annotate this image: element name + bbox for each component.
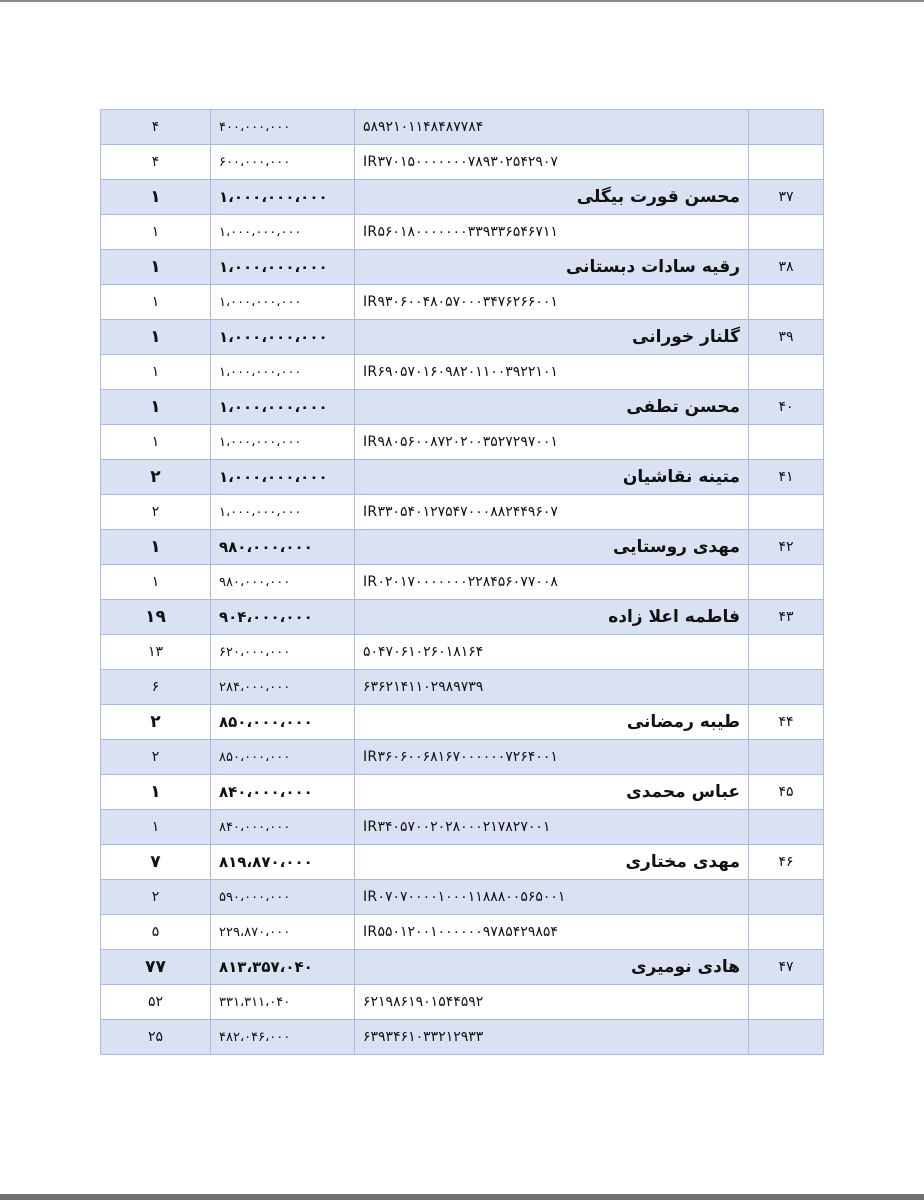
row-number-cell: [749, 110, 824, 145]
account-row: [101, 740, 824, 775]
account-number-cell: ۵۸۹۲۱۰۱۱۴۸۴۸۷۷۸۴: [355, 110, 749, 145]
row-number-cell: [749, 145, 824, 180]
account-row: [101, 915, 824, 950]
row-number-cell: [749, 740, 824, 775]
count-cell: ۷: [101, 845, 211, 880]
person-row: [101, 950, 824, 985]
account-number-cell: IR۳۶۰۶۰۰۶۸۱۶۷۰۰۰۰۰۰۷۲۶۴۰۰۱: [355, 740, 749, 775]
amount-cell: ۱،۰۰۰،۰۰۰،۰۰۰: [211, 180, 355, 215]
amount-cell: ۹۸۰،۰۰۰،۰۰۰: [211, 530, 355, 565]
account-number-cell: IR۵۵۰۱۲۰۰۱۰۰۰۰۰۰۹۷۸۵۴۲۹۸۵۴: [355, 915, 749, 950]
row-number-cell: ۴۶: [749, 845, 824, 880]
amount-cell: ۲۸۴،۰۰۰،۰۰۰: [211, 670, 355, 705]
row-number-cell: ۴۳: [749, 600, 824, 635]
amount-cell: ۵۹۰،۰۰۰،۰۰۰: [211, 880, 355, 915]
count-cell: ۴: [101, 110, 211, 145]
person-row: [101, 390, 824, 425]
count-cell: ۲: [101, 740, 211, 775]
person-row: [101, 460, 824, 495]
account-number-cell: IR۹۳۰۶۰۰۴۸۰۵۷۰۰۰۳۴۷۶۲۶۶۰۰۱: [355, 285, 749, 320]
count-cell: ۱: [101, 530, 211, 565]
row-number-cell: [749, 495, 824, 530]
count-cell: ۲: [101, 705, 211, 740]
count-cell: ۱: [101, 320, 211, 355]
count-cell: ۱: [101, 250, 211, 285]
person-name-cell: گلنار خورانی: [355, 320, 749, 355]
person-name-cell: محسن تطفی: [355, 390, 749, 425]
account-number-cell: IR۳۴۰۵۷۰۰۲۰۲۸۰۰۰۲۱۷۸۲۷۰۰۱: [355, 810, 749, 845]
count-cell: ۱: [101, 565, 211, 600]
amount-cell: ۸۴۰،۰۰۰،۰۰۰: [211, 810, 355, 845]
count-cell: ۱: [101, 215, 211, 250]
report-table: [100, 109, 824, 1055]
account-row: [101, 355, 824, 390]
count-cell: ۵: [101, 915, 211, 950]
person-row: [101, 845, 824, 880]
person-row: [101, 775, 824, 810]
account-number-cell: ۵۰۴۷۰۶۱۰۲۶۰۱۸۱۶۴: [355, 635, 749, 670]
count-cell: ۱: [101, 810, 211, 845]
count-cell: ۱: [101, 180, 211, 215]
account-number-cell: IR۳۳۰۵۴۰۱۲۷۵۴۷۰۰۰۸۸۲۴۴۹۶۰۷: [355, 495, 749, 530]
row-number-cell: [749, 425, 824, 460]
amount-cell: ۱،۰۰۰،۰۰۰،۰۰۰: [211, 285, 355, 320]
row-number-cell: ۳۹: [749, 320, 824, 355]
row-number-cell: ۴۰: [749, 390, 824, 425]
amount-cell: ۸۱۳،۳۵۷،۰۴۰: [211, 950, 355, 985]
person-row: [101, 180, 824, 215]
account-row: [101, 1020, 824, 1055]
row-number-cell: [749, 635, 824, 670]
amount-cell: ۱،۰۰۰،۰۰۰،۰۰۰: [211, 460, 355, 495]
amount-cell: ۴۸۲،۰۴۶،۰۰۰: [211, 1020, 355, 1055]
amount-cell: ۹۰۴،۰۰۰،۰۰۰: [211, 600, 355, 635]
person-name-cell: مهدی روستایی: [355, 530, 749, 565]
account-row: [101, 495, 824, 530]
count-cell: ۲: [101, 495, 211, 530]
account-row: [101, 985, 824, 1020]
amount-cell: ۸۱۹،۸۷۰،۰۰۰: [211, 845, 355, 880]
person-name-cell: محسن قورت بیگلی: [355, 180, 749, 215]
account-number-cell: ۶۲۱۹۸۶۱۹۰۱۵۴۴۵۹۲: [355, 985, 749, 1020]
person-name-cell: متینه نقاشیان: [355, 460, 749, 495]
count-cell: ۱۹: [101, 600, 211, 635]
account-number-cell: IR۰۷۰۷۰۰۰۰۱۰۰۰۱۱۸۸۸۰۰۵۶۵۰۰۱: [355, 880, 749, 915]
count-cell: ۲۵: [101, 1020, 211, 1055]
person-name-cell: طیبه رمضانی: [355, 705, 749, 740]
person-row: [101, 705, 824, 740]
amount-cell: ۹۸۰،۰۰۰،۰۰۰: [211, 565, 355, 600]
row-number-cell: [749, 215, 824, 250]
account-row: [101, 145, 824, 180]
person-name-cell: عباس محمدی: [355, 775, 749, 810]
account-row: [101, 880, 824, 915]
row-number-cell: [749, 355, 824, 390]
row-number-cell: [749, 810, 824, 845]
bottom-border-line: [0, 1194, 924, 1200]
account-row: [101, 565, 824, 600]
count-cell: ۱: [101, 390, 211, 425]
account-number-cell: ۶۳۶۲۱۴۱۱۰۲۹۸۹۷۳۹: [355, 670, 749, 705]
account-row: [101, 425, 824, 460]
count-cell: ۱: [101, 775, 211, 810]
row-number-cell: ۳۷: [749, 180, 824, 215]
count-cell: ۶: [101, 670, 211, 705]
amount-cell: ۱،۰۰۰،۰۰۰،۰۰۰: [211, 425, 355, 460]
row-number-cell: [749, 565, 824, 600]
person-row: [101, 530, 824, 565]
row-number-cell: [749, 1020, 824, 1055]
amount-cell: ۲۲۹،۸۷۰،۰۰۰: [211, 915, 355, 950]
count-cell: ۷۷: [101, 950, 211, 985]
row-number-cell: ۴۷: [749, 950, 824, 985]
account-number-cell: IR۹۸۰۵۶۰۰۸۷۲۰۲۰۰۳۵۲۷۲۹۷۰۰۱: [355, 425, 749, 460]
report-table-body: [101, 110, 824, 1055]
amount-cell: ۶۲۰،۰۰۰،۰۰۰: [211, 635, 355, 670]
amount-cell: ۸۴۰،۰۰۰،۰۰۰: [211, 775, 355, 810]
amount-cell: ۱،۰۰۰،۰۰۰،۰۰۰: [211, 495, 355, 530]
account-row: [101, 810, 824, 845]
count-cell: ۲: [101, 880, 211, 915]
count-cell: ۲: [101, 460, 211, 495]
count-cell: ۱: [101, 355, 211, 390]
amount-cell: ۸۵۰،۰۰۰،۰۰۰: [211, 740, 355, 775]
count-cell: ۱۳: [101, 635, 211, 670]
row-number-cell: [749, 915, 824, 950]
row-number-cell: [749, 670, 824, 705]
report-table-container: [100, 109, 823, 1055]
person-name-cell: مهدی مختاری: [355, 845, 749, 880]
count-cell: ۱: [101, 425, 211, 460]
row-number-cell: ۳۸: [749, 250, 824, 285]
amount-cell: ۴۰۰،۰۰۰،۰۰۰: [211, 110, 355, 145]
account-number-cell: IR۳۷۰۱۵۰۰۰۰۰۰۰۷۸۹۳۰۲۵۴۲۹۰۷: [355, 145, 749, 180]
amount-cell: ۶۰۰،۰۰۰،۰۰۰: [211, 145, 355, 180]
account-row: [101, 110, 824, 145]
row-number-cell: ۴۵: [749, 775, 824, 810]
count-cell: ۵۲: [101, 985, 211, 1020]
amount-cell: ۱،۰۰۰،۰۰۰،۰۰۰: [211, 215, 355, 250]
amount-cell: ۱،۰۰۰،۰۰۰،۰۰۰: [211, 320, 355, 355]
row-number-cell: ۴۴: [749, 705, 824, 740]
row-number-cell: [749, 880, 824, 915]
amount-cell: ۱،۰۰۰،۰۰۰،۰۰۰: [211, 390, 355, 425]
account-row: [101, 635, 824, 670]
person-name-cell: هادی نومیری: [355, 950, 749, 985]
person-row: [101, 320, 824, 355]
amount-cell: ۳۳۱،۳۱۱،۰۴۰: [211, 985, 355, 1020]
account-number-cell: ۶۳۹۳۴۶۱۰۳۳۲۱۲۹۳۳: [355, 1020, 749, 1055]
account-row: [101, 670, 824, 705]
account-number-cell: IR۰۲۰۱۷۰۰۰۰۰۰۰۲۲۸۴۵۶۰۷۷۰۰۸: [355, 565, 749, 600]
amount-cell: ۱،۰۰۰،۰۰۰،۰۰۰: [211, 250, 355, 285]
person-row: [101, 600, 824, 635]
row-number-cell: [749, 285, 824, 320]
account-row: [101, 215, 824, 250]
amount-cell: ۱،۰۰۰،۰۰۰،۰۰۰: [211, 355, 355, 390]
account-row: [101, 285, 824, 320]
count-cell: ۴: [101, 145, 211, 180]
person-name-cell: فاطمه اعلا زاده: [355, 600, 749, 635]
row-number-cell: ۴۲: [749, 530, 824, 565]
amount-cell: ۸۵۰،۰۰۰،۰۰۰: [211, 705, 355, 740]
row-number-cell: [749, 985, 824, 1020]
person-name-cell: رقیه سادات دبستانی: [355, 250, 749, 285]
row-number-cell: ۴۱: [749, 460, 824, 495]
account-number-cell: IR۵۶۰۱۸۰۰۰۰۰۰۰۳۳۹۳۳۶۵۴۶۷۱۱: [355, 215, 749, 250]
count-cell: ۱: [101, 285, 211, 320]
person-row: [101, 250, 824, 285]
account-number-cell: IR۶۹۰۵۷۰۱۶۰۹۸۲۰۱۱۰۰۳۹۲۲۱۰۱: [355, 355, 749, 390]
top-border-line: [0, 0, 924, 2]
